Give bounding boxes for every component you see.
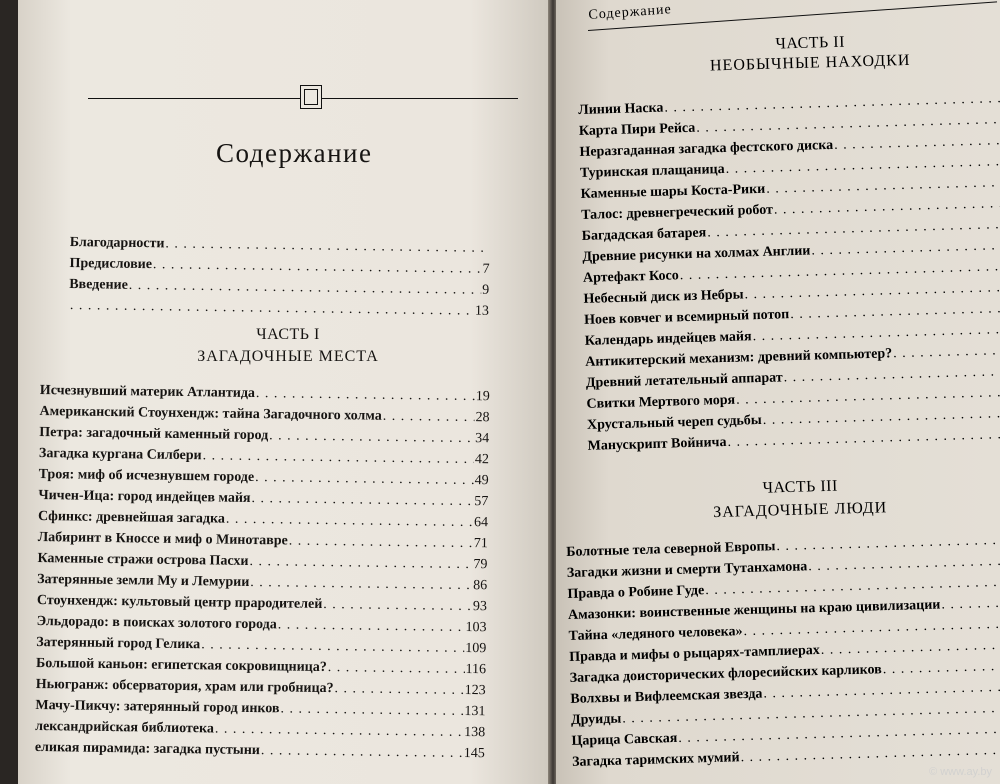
toc-entry-title: Антикитерский механизм: древний компьютер? bbox=[585, 346, 893, 370]
dot-leader bbox=[280, 698, 463, 722]
dot-leader bbox=[278, 614, 465, 638]
toc-entry-page: 57 bbox=[474, 494, 489, 510]
toc-entry-title: Загадка кургана Силбери bbox=[38, 445, 202, 464]
toc-entry-title: Календарь индейцев майя bbox=[584, 329, 752, 349]
dot-leader bbox=[328, 657, 465, 680]
toc-entry-title: Введение bbox=[69, 276, 128, 293]
toc-entry-title: Волхвы и Вифлеемская звезда bbox=[570, 686, 763, 707]
toc-entry-page: 116 bbox=[465, 661, 487, 678]
toc-entry-page: 64 bbox=[473, 515, 489, 531]
dot-leader bbox=[893, 340, 1000, 364]
toc-entry-title: Петра: загадочный каменный город bbox=[39, 424, 269, 444]
toc-entry-title: Свитки Мертвого моря bbox=[586, 392, 736, 412]
toc-entry-page: 79 bbox=[473, 557, 488, 573]
toc-entry-title: Каменные стражи острова Пасхи bbox=[37, 550, 249, 569]
part1-subtitle: ЗАГАДОЧНЫЕ МЕСТА bbox=[197, 348, 379, 365]
part3-entry-list bbox=[566, 530, 1000, 773]
contents-title: Содержание bbox=[216, 138, 373, 168]
toc-entry-title: Затерянные земли Му и Лемурии bbox=[37, 571, 250, 590]
toc-entry-title: Древний летательный аппарат bbox=[585, 370, 783, 391]
toc-entry-title: Загадка доисторических флоресийских карликов bbox=[569, 662, 882, 686]
toc-entry-title: еликая пирамида: загадка пустыни bbox=[34, 739, 260, 759]
dot-leader bbox=[269, 425, 474, 449]
toc-entry-title: Тайна «ледяного человека» bbox=[568, 624, 743, 644]
toc-entry-title: Багдадская батарея bbox=[581, 225, 707, 244]
part1-heading: ЧАСТЬ I bbox=[256, 326, 320, 343]
toc-entry-title: Болотные тела северной Европы bbox=[566, 539, 776, 560]
toc-entry-title: Друиды bbox=[570, 711, 622, 728]
toc-entry-page: 34 bbox=[475, 431, 490, 447]
toc-entry-title: Исчезнувший материк Атлантида bbox=[39, 382, 256, 402]
part3-subtitle: ЗАГАДОЧНЫЕ ЛЮДИ bbox=[713, 499, 888, 522]
toc-entry-page: 131 bbox=[464, 703, 486, 720]
dot-leader bbox=[334, 678, 463, 701]
toc-entry-page: 7 bbox=[482, 261, 490, 277]
toc-entry-title: Американский Стоунхендж: тайна Загадочного холма bbox=[39, 403, 382, 424]
running-header: Содержание bbox=[588, 2, 673, 23]
toc-entry-page: 13 bbox=[474, 303, 490, 319]
header-ornament bbox=[300, 85, 322, 109]
part3-heading: ЧАСТЬ III bbox=[762, 477, 839, 497]
dot-leader bbox=[70, 295, 474, 322]
toc-entry-title: Большой каньон: египетская сокровищница? bbox=[35, 655, 327, 676]
toc-entry-page: 103 bbox=[465, 619, 487, 636]
toc-entry-page: 19 bbox=[475, 389, 490, 405]
toc-entry-page: 71 bbox=[473, 536, 488, 552]
toc-entry-title: Царица Савская bbox=[571, 730, 678, 749]
toc-entry-title: Лабиринт в Кноссе и миф о Минотавре bbox=[37, 529, 288, 549]
toc-entry-title: Хрустальный череп судьбы bbox=[586, 412, 762, 433]
toc-entry-page: 42 bbox=[474, 452, 490, 468]
front-matter-list bbox=[69, 232, 490, 322]
toc-entry-page: 28 bbox=[475, 410, 490, 426]
toc-entry-title: Артефакт Косо bbox=[582, 268, 679, 286]
toc-entry-title: Сфинкс: древнейшая загадка bbox=[37, 508, 226, 527]
toc-entry-title: Правда о Робине Гуде bbox=[567, 583, 705, 602]
toc-entry-title: лександрийская библиотека bbox=[35, 718, 215, 737]
toc-entry-title: Ньюгранж: обсерватория, храм или гробница? bbox=[35, 676, 334, 697]
toc-entry-title: Линии Наска bbox=[578, 100, 664, 118]
toc-entry-title: Карта Пири Рейса bbox=[578, 120, 696, 139]
toc-entry-title: Ноев ковчег и всемирный потоп bbox=[583, 307, 790, 328]
toc-entry-title: Неразгаданная загадка фестского диска bbox=[579, 137, 834, 160]
dot-leader bbox=[289, 530, 473, 554]
toc-entry-title: Стоунхендж: культовый центр прародителей bbox=[36, 592, 323, 612]
toc-entry-title: Манускрипт Войнича bbox=[587, 434, 727, 454]
toc-entry-page: 9 bbox=[482, 282, 490, 298]
toc-entry-title: Каменные шары Коста-Рики bbox=[580, 181, 766, 202]
toc-entry-title: Благодарности bbox=[69, 234, 165, 252]
part1-entry-list bbox=[35, 380, 490, 764]
toc-entry-title: Мачу-Пикчу: затерянный город инков bbox=[35, 697, 280, 717]
dot-leader bbox=[941, 593, 1000, 616]
toc-entry-title: Загадка таримских мумий bbox=[571, 750, 740, 770]
dot-leader bbox=[256, 383, 475, 407]
toc-entry bbox=[69, 295, 489, 322]
toc-entry-title: Троя: миф об исчезнувшем городе bbox=[38, 466, 255, 485]
toc-entry-title: Затерянный город Гелика bbox=[36, 634, 201, 653]
toc-entry-title: Туринская плащаница bbox=[579, 161, 725, 181]
toc-entry-title: Загадки жизни и смерти Тутанхамона bbox=[566, 559, 808, 581]
dot-leader bbox=[383, 406, 475, 428]
toc-entry-page: 86 bbox=[473, 578, 488, 594]
dot-leader bbox=[261, 740, 463, 764]
toc-entry-title: Чичен-Ица: город индейцев майя bbox=[38, 487, 251, 506]
toc-entry-title: Эльдорадо: в поисках золотого города bbox=[36, 613, 277, 633]
toc-entry-page: 145 bbox=[463, 745, 485, 762]
part2-subtitle: НЕОБЫЧНЫЕ НАХОДКИ bbox=[709, 51, 911, 75]
toc-entry-title: Амазонки: воинственные женщины на краю цивилизации bbox=[567, 597, 941, 623]
toc-entry-title: Талос: древнегреческий робот bbox=[581, 202, 774, 223]
toc-entry-page: 138 bbox=[464, 724, 486, 741]
toc-entry-title: Предисловие bbox=[69, 255, 153, 273]
toc-entry-page: 93 bbox=[472, 599, 487, 615]
toc-entry-page: 109 bbox=[465, 640, 487, 657]
toc-entry-page: 49 bbox=[474, 473, 489, 489]
left-page bbox=[18, 0, 550, 784]
part2-entry-list bbox=[578, 88, 1000, 457]
dot-leader bbox=[323, 594, 472, 617]
toc-entry-page: 123 bbox=[464, 682, 486, 699]
watermark: © www.ay.by bbox=[929, 766, 992, 778]
toc-entry-title: Небесный диск из Небры bbox=[583, 287, 744, 307]
part2-heading: ЧАСТЬ II bbox=[775, 33, 846, 53]
dot-leader bbox=[255, 467, 474, 491]
toc-entry-title: Древние рисунки на холмах Англии bbox=[582, 243, 811, 265]
toc-entry-title: Правда и мифы о рыцарях-тамплиерах bbox=[569, 642, 820, 665]
